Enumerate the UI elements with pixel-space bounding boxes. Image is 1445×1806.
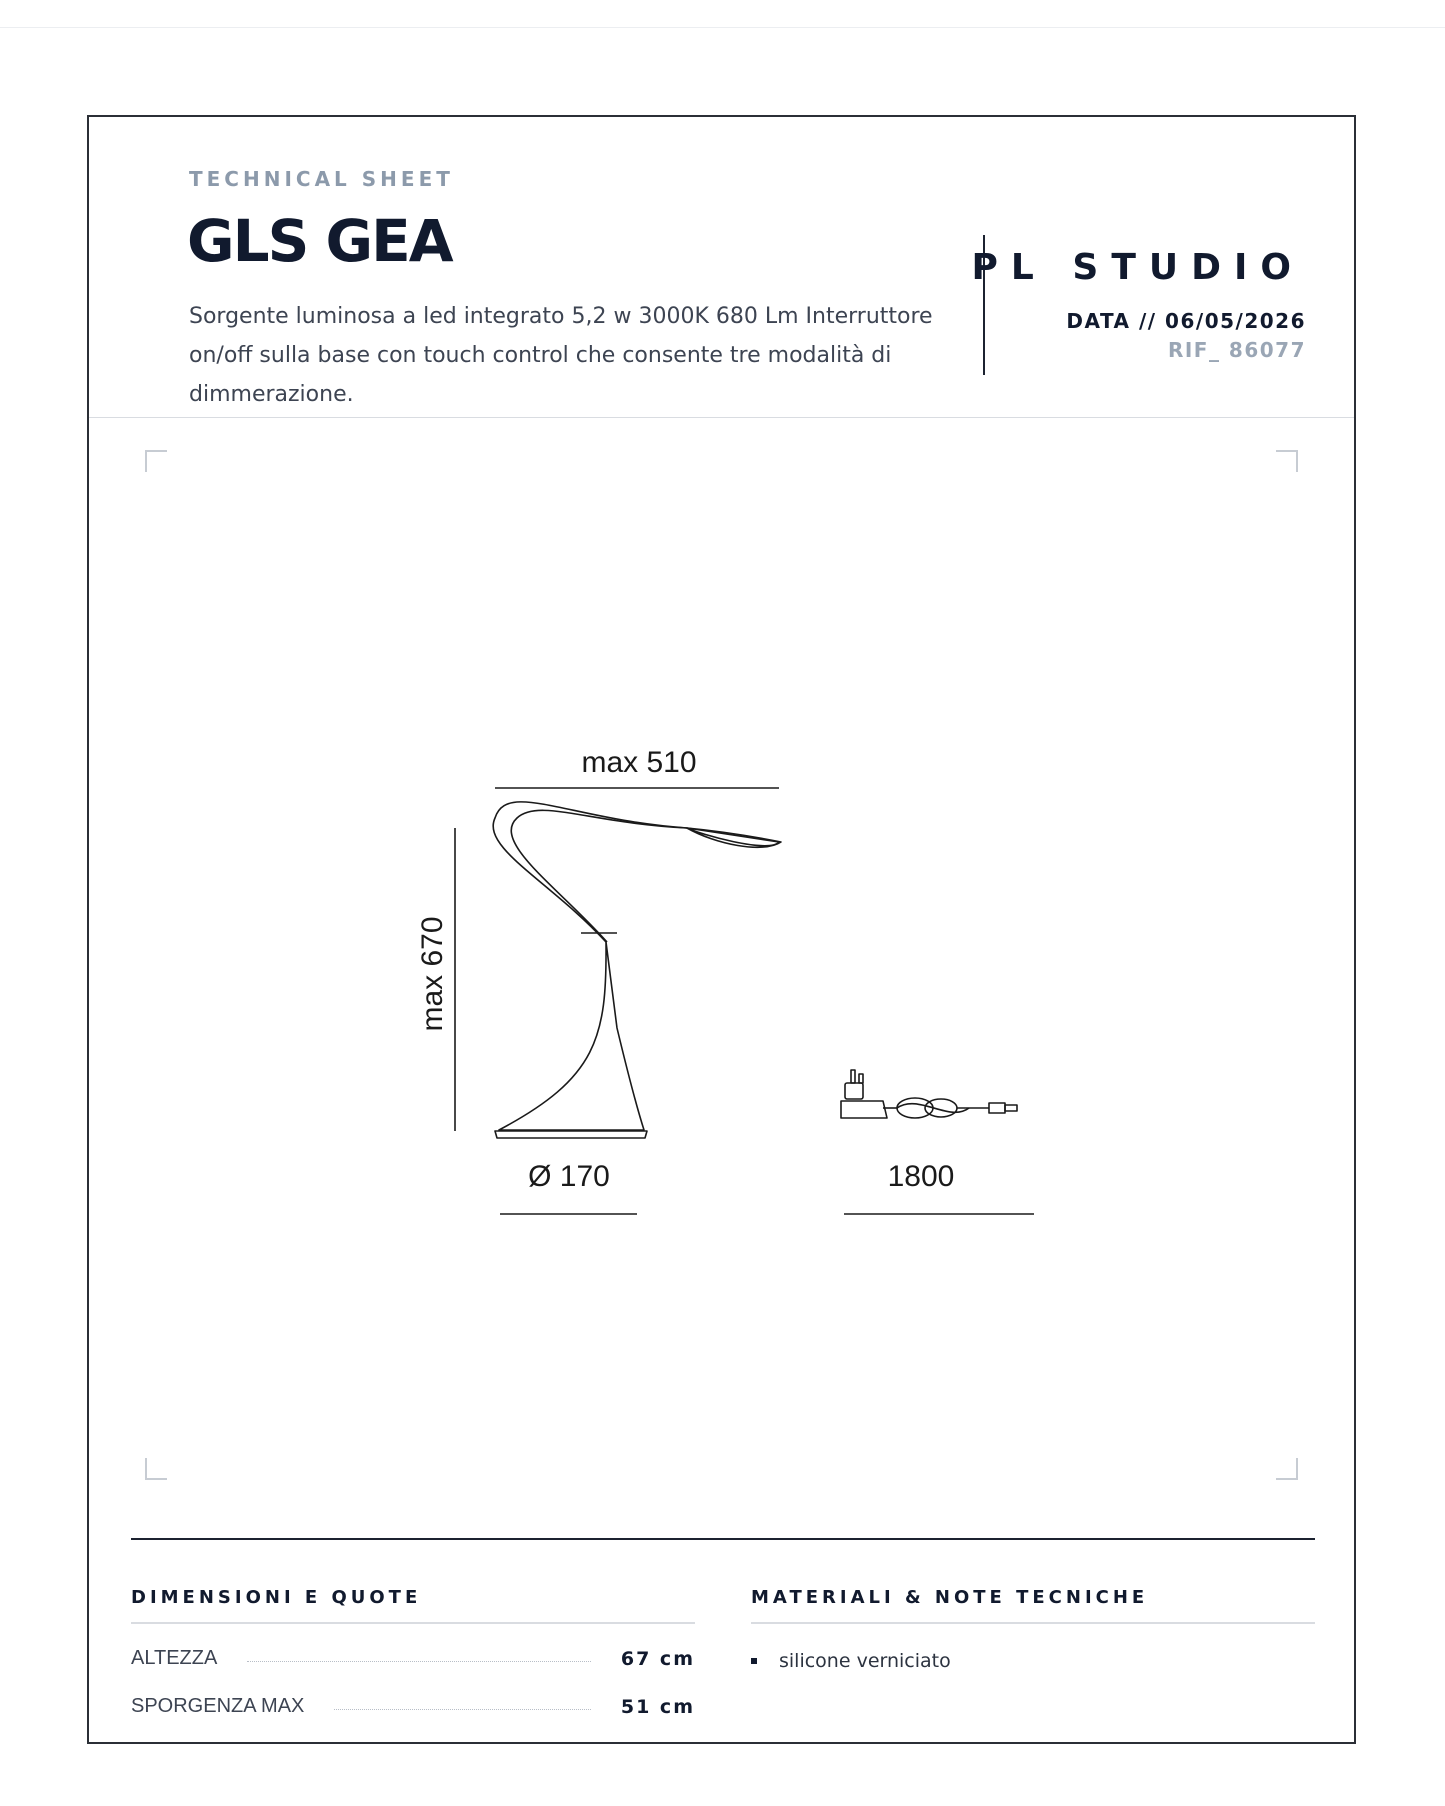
materials-list <box>751 1650 1315 1672</box>
material-text: silicone verniciato <box>779 1650 951 1672</box>
technical-sheet <box>87 115 1356 1744</box>
top-separator <box>0 27 1445 28</box>
brand-name: PL STUDIO <box>971 247 1304 288</box>
power-adapter-drawing <box>841 1070 1017 1118</box>
sheet-header <box>89 117 1354 418</box>
sheet-reference: RIF_ 86077 <box>1167 338 1306 362</box>
dimensions-section <box>131 1587 695 1720</box>
base-diameter-label: Ø 170 <box>528 1160 610 1193</box>
cable-length-label: 1800 <box>887 1160 955 1193</box>
technical-drawing <box>89 418 1354 1418</box>
drawing-area <box>89 418 1354 1418</box>
spec-value: 51 cm <box>620 1696 695 1718</box>
list-item <box>751 1650 1315 1672</box>
sheet-eyebrow: TECHNICAL SHEET <box>189 167 454 191</box>
spec-row-height <box>131 1624 695 1672</box>
spec-leader <box>334 1709 591 1710</box>
sheet-date: DATA // 06/05/2026 <box>1066 309 1306 333</box>
footer-rule <box>131 1538 1315 1540</box>
lamp-drawing <box>493 802 781 1138</box>
height-dimension-label: max 670 <box>416 916 449 1032</box>
product-description: Sorgente luminosa a led integrato 5,2 w 3000K 680 Lm Interruttore on/off sulla base con touch control che consente tre modalità di dimmerazione. <box>189 304 933 407</box>
spec-value: 67 cm <box>620 1648 695 1670</box>
product-title: GLS GEA <box>187 207 452 275</box>
corner-mark-bottom-left <box>145 1458 167 1480</box>
spec-row-overhang <box>131 1672 695 1720</box>
spec-label: ALTEZZA <box>131 1647 218 1669</box>
materials-section <box>751 1587 1315 1672</box>
corner-mark-bottom-right <box>1276 1458 1298 1480</box>
spec-label: SPORGENZA MAX <box>131 1695 305 1717</box>
materials-title: MATERIALI & NOTE TECNICHE <box>751 1587 1315 1624</box>
spec-leader <box>247 1661 591 1662</box>
dimensions-title: DIMENSIONI E QUOTE <box>131 1587 695 1624</box>
bullet-icon <box>751 1658 757 1664</box>
width-dimension-label: max 510 <box>581 746 697 779</box>
